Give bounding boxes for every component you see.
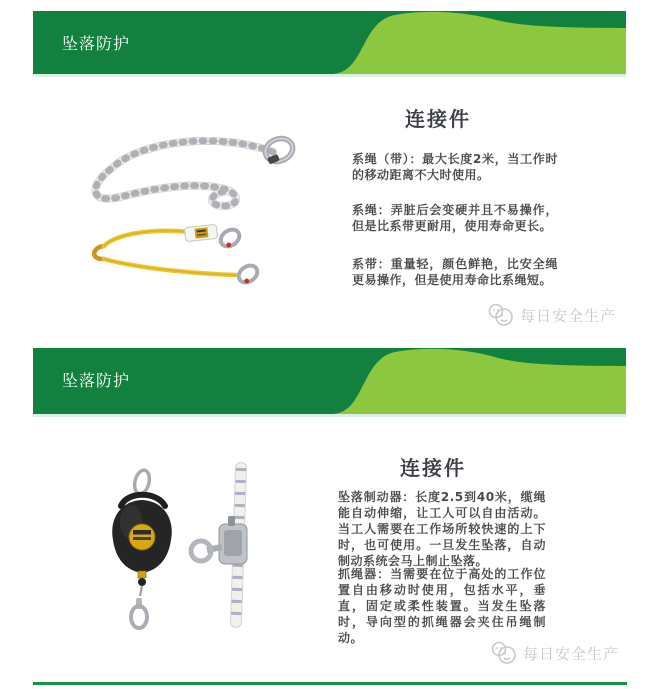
panel2-banner-title: 坠落防护 <box>62 371 131 390</box>
panel2-section-title: 连接件 <box>400 456 466 480</box>
energy-absorber-icon <box>184 224 217 241</box>
snap-hook-icon <box>131 598 147 628</box>
quick-link-carabiner-icon <box>262 135 296 166</box>
daily-safety-logo-icon <box>487 303 515 327</box>
panel2-watermark-text: 每日安全生产 <box>523 644 620 663</box>
panel1-paragraph-webbing: 系带：重量轻，颜色鲜艳，比安全绳更易操作，但是使用寿命比系绳短。 <box>352 257 558 287</box>
panel1-banner <box>33 11 626 74</box>
snap-hook-icon <box>236 262 261 286</box>
panel1-lanyard-photo <box>80 128 300 290</box>
panel2-paragraph-rope-grab: 抓绳器：当需要在位于高处的工作位置自由移动时使用，包括水平，垂直，固定或柔性装置。当发生坠落时，导向型的抓绳器会夹住吊绳制动。 <box>338 567 546 645</box>
panel1-watermark <box>487 303 616 327</box>
bottom-divider <box>33 682 627 685</box>
fall-arrester-illustration <box>112 469 172 628</box>
panel2-banner <box>33 348 626 414</box>
rope-lanyard-illustration <box>95 135 296 206</box>
panel1-watermark-text: 每日安全生产 <box>520 306 617 325</box>
daily-safety-logo-icon <box>490 641 518 665</box>
snap-hook-icon <box>218 226 243 250</box>
panel2-device-photo <box>95 460 265 632</box>
panel2-paragraph-fall-arrester: 坠落制动器：长度2.5到40米，缆绳能自动伸缩，让工人可以自由活动。当工人需要在工作场所较快速的上下时，也可使用。一旦发生坠落，自动制动系统会马上制止坠落。 <box>338 490 546 568</box>
webbing-lanyard-illustration <box>94 224 260 286</box>
panel1-paragraph-rope: 系绳：弄脏后会变硬并且不易操作，但是比系带更耐用，使用寿命更长。 <box>352 203 558 233</box>
rope-grab-illustration <box>191 468 247 622</box>
carabiner-icon <box>132 469 151 496</box>
panel1-banner-title: 坠落防护 <box>62 34 131 53</box>
panel2-banner-strip <box>33 414 626 417</box>
panel2-watermark <box>490 641 619 665</box>
panel1-paragraph-lanyard: 系绳（带）：最大长度2米，当工作时的移动距离不大时使用。 <box>352 152 558 182</box>
panel1-banner-strip <box>33 74 626 77</box>
panel1-section-title: 连接件 <box>405 107 471 131</box>
